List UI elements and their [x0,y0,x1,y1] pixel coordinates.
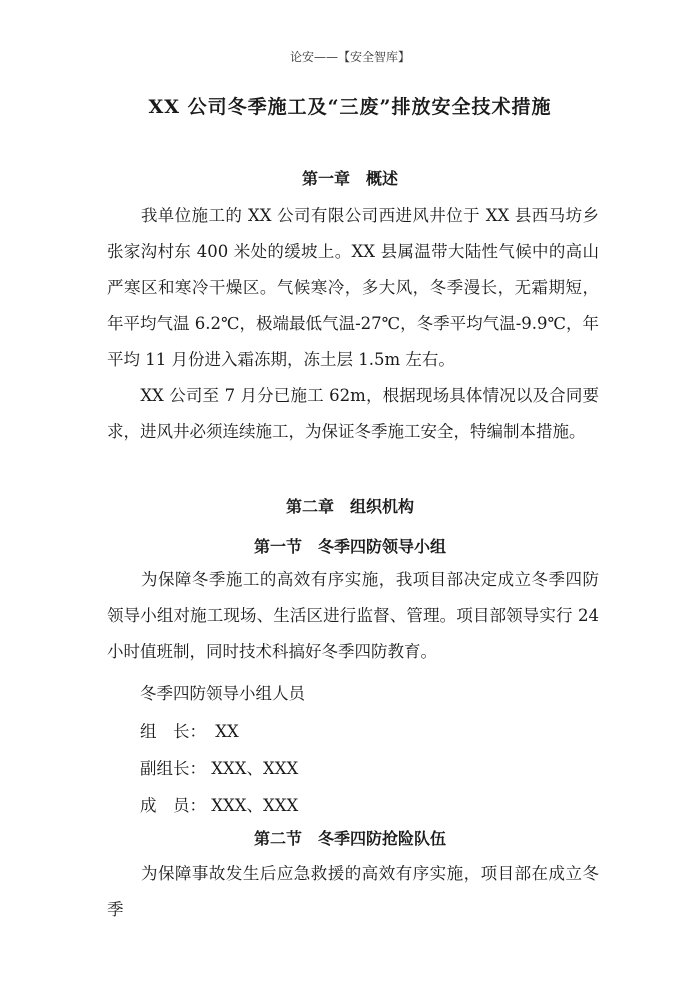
member-value: XXX、XXX [211,796,299,815]
document-title: XX 公司冬季施工及“三废”排放安全技术措施 [148,96,552,118]
deputy-label: 副组长： [140,759,206,778]
leader-value: XX [215,722,239,741]
members-title: 冬季四防领导小组人员 [140,684,305,703]
deputy-value: XXX、XXX [211,759,299,778]
section-1-heading: 第一节 冬季四防领导小组 [253,537,446,556]
page-header: 论安——【安全智库】 [289,50,410,64]
leader-line [140,718,239,742]
deputy-line [140,755,298,779]
section-2-paragraph: 为保障事故发生后应急救援的高效有序实施，项目部在成立冬季 [107,864,599,919]
chapter-2-heading: 第二章 组织机构 [285,497,414,516]
leader-label: 组 长： [140,722,206,741]
member-label: 成 员： [140,796,206,815]
member-line [140,792,298,816]
chapter-1-paragraph-2: XX 公司至 7 月分已施工 62m，根据现场具体情况以及合同要求，进风井必须连续施工，为保证冬季施工安全，特编制本措施。 [107,386,599,441]
chapter-1-paragraph-1: 我单位施工的 XX 公司有限公司西进风井位于 XX 县西马坊乡张家沟村东 400 米处的缓坡上。XX 县属温带大陆性气候中的高山严寒区和寒冷干燥区。气候寒冷，多大风，冬季漫长，无霜期短，年平均气温 6.2℃，极端最低气温-27℃，冬季平均气温-9.9℃，年平均 11 月份进入霜冻期，冻土层 1.5m 左右。 [107,206,599,369]
section-1-paragraph: 为保障冬季施工的高效有序实施，我项目部决定成立冬季四防领导小组对施工现场、生活区进行监督、管理。项目部领导实行 24 小时值班制，同时技术科搞好冬季四防教育。 [107,570,599,661]
chapter-1-heading: 第一章 概述 [301,169,398,188]
section-2-heading: 第二节 冬季四防抢险队伍 [253,829,446,848]
